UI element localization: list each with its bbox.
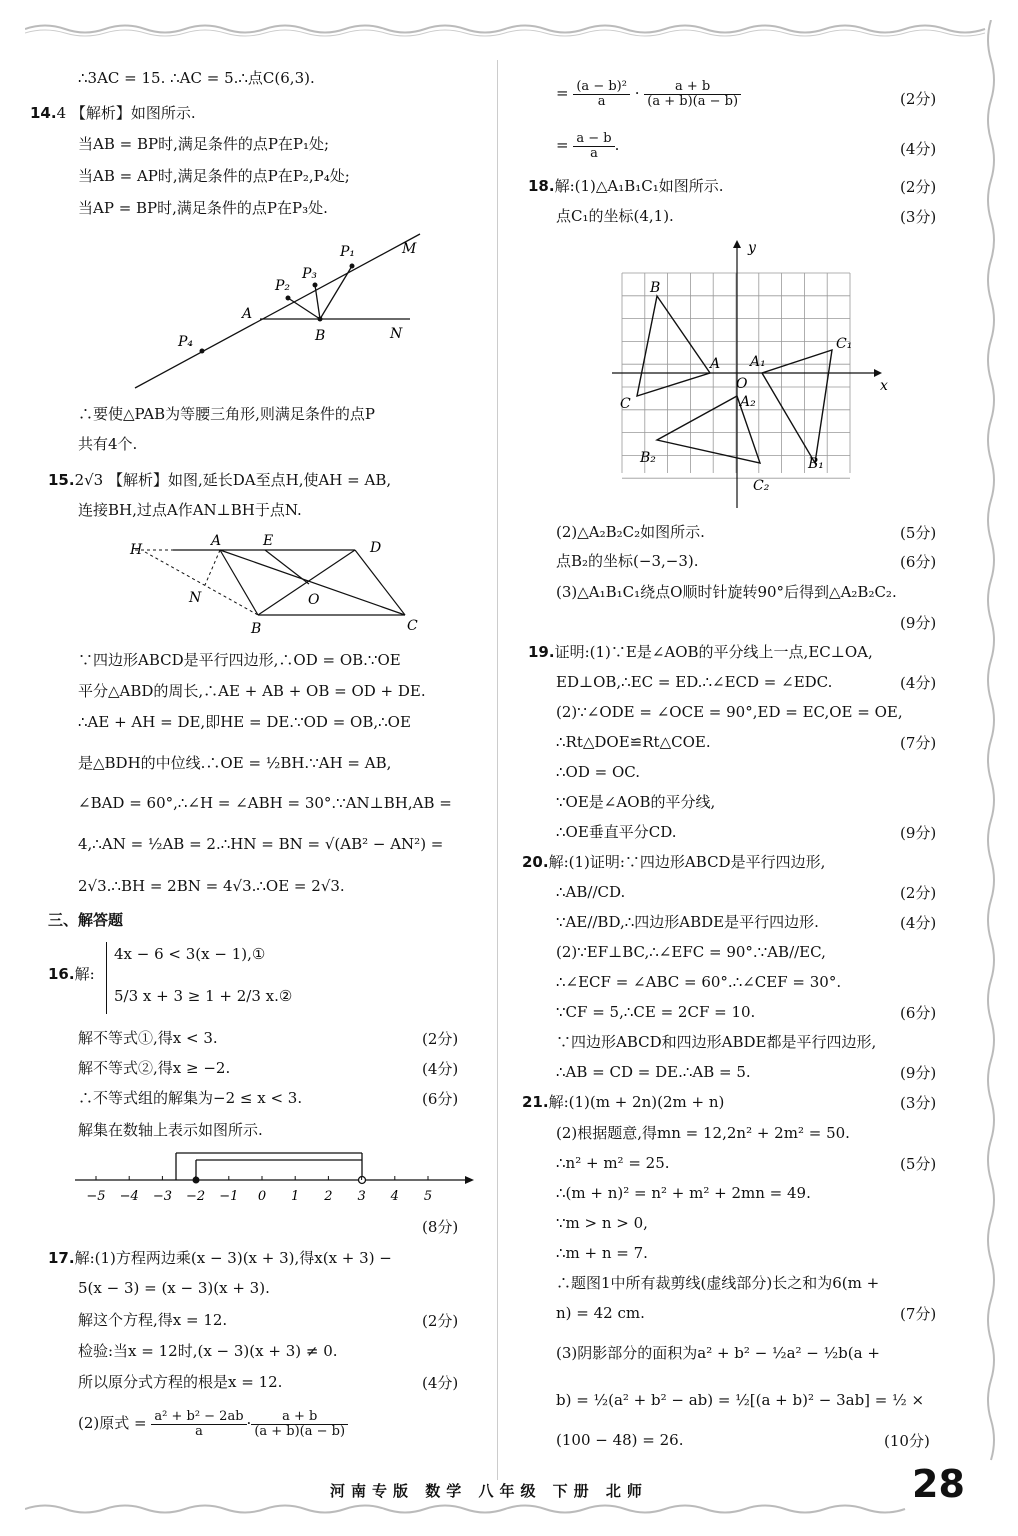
label-c: C <box>407 618 418 634</box>
q20-score-4: (9分) <box>900 1064 937 1082</box>
q21-score-1: (3分) <box>900 1094 937 1112</box>
q20-number: 20. <box>522 853 549 871</box>
fraction-denominator: a <box>195 1423 203 1439</box>
page-number: 28 <box>912 1462 965 1506</box>
label-b: B <box>315 328 326 344</box>
point-b <box>318 317 323 322</box>
q19-number: 19. <box>528 643 555 661</box>
label-e: E <box>263 533 274 549</box>
q20-header <box>522 852 825 872</box>
equals-sign: = <box>556 84 569 102</box>
tick-label: 1 <box>291 1189 300 1204</box>
q17-fraction-2 <box>251 1410 348 1439</box>
point-p4 <box>200 349 205 354</box>
q15-line-2: 连接BH,过点A作AN⊥BH于点N. <box>78 501 302 519</box>
q18-score-3: (5分) <box>900 524 937 542</box>
q14-figure <box>120 228 440 398</box>
fraction-numerator: a + b <box>251 1410 348 1425</box>
q17-line-2: 5(x − 3) = (x − 3)(x + 3). <box>78 1279 270 1297</box>
q19-header <box>528 642 873 662</box>
q19-line-5: ∴OD = OC. <box>556 763 640 781</box>
q20-score-1: (2分) <box>900 884 937 902</box>
q21-line-6: ∴m + n = 7. <box>556 1244 648 1262</box>
q16-step-1: 解不等式①,得x < 3. <box>78 1029 218 1047</box>
label-n: N <box>189 590 202 606</box>
q21-line-10: b) = ½(a² + b² − ab) = ½[(a + b)² − 3ab] = ½ × <box>556 1391 925 1409</box>
q15-solution-1: ∵四边形ABCD是平行四边形,∴OD = OB.∵OE <box>78 651 401 669</box>
q21-line-4: ∴(m + n)² = n² + m² + 2mn = 49. <box>556 1184 811 1202</box>
q15-number: 15. <box>48 471 75 489</box>
column-divider <box>497 60 498 1480</box>
q18-coordinate-figure <box>612 238 892 510</box>
q21-line-11: (100 − 48) = 26. <box>556 1431 684 1449</box>
label-a: A <box>211 533 222 549</box>
q18-line-5: (3)△A₁B₁C₁绕点O顺时针旋转90°后得到△A₂B₂C₂. <box>556 583 897 601</box>
label-h: H <box>130 542 143 558</box>
point-p3 <box>313 283 318 288</box>
label-a1: A₁ <box>750 354 766 370</box>
q19-line-7: ∴OE垂直平分CD. <box>556 823 677 841</box>
segment-eo <box>265 550 309 584</box>
triangle-a1b1c1 <box>762 350 832 463</box>
q18-header <box>528 176 724 196</box>
q21-line-3: ∴n² + m² = 25. <box>556 1154 670 1172</box>
label-m: M <box>402 241 417 257</box>
q19-line-3: (2)∵∠ODE = ∠OCE = 90°,ED = EC,OE = OE, <box>556 703 903 721</box>
q17-line-3: 解这个方程,得x = 12. <box>78 1311 228 1329</box>
q15-solution-4: 是△BDH的中位线.∴OE = ½BH.∵AH = AB, <box>78 754 392 772</box>
q14-line-3: 当AP = BP时,满足条件的点P在P₃处. <box>78 199 328 217</box>
q17-score-1: (2分) <box>422 1312 459 1330</box>
q14-conclusion-1: ∴要使△PAB为等腰三角形,则满足条件的点P <box>78 405 375 423</box>
q15-figure <box>125 530 445 638</box>
r1-fraction-2 <box>644 80 741 109</box>
q20-line-1: 解:(1)证明:∵四边形ABCD是平行四边形, <box>548 853 826 871</box>
q21-line-2: (2)根据题意,得mn = 12,2n² + 2m² = 50. <box>556 1124 850 1142</box>
q17-fraction-1 <box>151 1410 246 1439</box>
point-p2 <box>286 296 291 301</box>
q16-pre: 解: <box>74 965 95 983</box>
q17-number: 17. <box>48 1249 75 1267</box>
q17-line-6: (2)原式 = $\frac{\text{a² + b² − 2ab}}{a}$ · $\frac{a + b}{(a + b)(a - b)}$ <box>78 1406 348 1440</box>
q17-line-4: 检验:当x = 12时,(x − 3)(x + 3) ≠ 0. <box>78 1342 338 1360</box>
fraction-denominator: (a + b)(a − b) <box>254 1423 346 1439</box>
q21-number: 21. <box>522 1093 549 1111</box>
equals-sign: = <box>556 136 569 154</box>
r2-score: (4分) <box>900 140 937 158</box>
side-dc <box>355 550 405 615</box>
q21-score-4: (10分) <box>884 1432 930 1450</box>
q21-score-3: (7分) <box>900 1305 937 1323</box>
label-o: O <box>736 376 748 392</box>
q15-solution-6: 4,∴AN = ½AB = 2.∴HN = BN = √(AB² − AN²) = <box>78 835 444 853</box>
q15-solution-5: ∠BAD = 60°,∴∠H = ∠ABH = 30°.∵AN⊥BH,AB = <box>78 794 452 812</box>
label-x: x <box>880 378 888 394</box>
fraction-numerator: a − b <box>573 132 614 147</box>
triangle-abc <box>637 296 710 396</box>
label-a: A <box>710 356 721 372</box>
q20-line-8: ∴AB = CD = DE.∴AB = 5. <box>556 1063 751 1081</box>
line-am <box>135 234 420 388</box>
q19-line-1: 证明:(1)∵E是∠AOB的平分线上一点,EC⊥OA, <box>554 643 873 661</box>
label-p4: P₄ <box>178 334 194 350</box>
q14-header <box>30 103 196 123</box>
q20-line-3: ∵AE//BD,∴四边形ABDE是平行四边形. <box>556 913 819 931</box>
fraction-numerator: a + b <box>644 80 741 95</box>
q17-l6-pre: (2)原式 = <box>78 1414 147 1432</box>
q16-inequality-2: 5/3 x + 3 ≥ 1 + 2/3 x.② <box>114 987 293 1005</box>
segment-p2-b <box>288 298 320 319</box>
q20-score-2: (4分) <box>900 914 937 932</box>
q20-line-7: ∵四边形ABCD和四边形ABDE都是平行四边形, <box>556 1033 877 1051</box>
top-border-decoration <box>25 20 990 38</box>
label-c2: C₂ <box>753 478 770 494</box>
tick-label: 4 <box>390 1189 399 1204</box>
label-o: O <box>308 592 320 608</box>
q18-score-1: (2分) <box>900 178 937 196</box>
q18-line-2: 点C₁的坐标(4,1). <box>556 207 674 225</box>
q20-line-5: ∴∠ECF = ∠ABC = 60°.∴∠CEF = 30°. <box>556 973 842 991</box>
label-b2: B₂ <box>640 450 656 466</box>
q21-line-8: n) = 42 cm. <box>556 1304 645 1322</box>
tick-label: −2 <box>186 1189 206 1204</box>
q19-line-2: ED⊥OB,∴EC = ED.∴∠ECD = ∠EDC. <box>556 673 833 691</box>
tick-label: −5 <box>86 1189 106 1204</box>
q19-score-1: (4分) <box>900 674 937 692</box>
r1-score: (2分) <box>900 90 937 108</box>
tick-label: −1 <box>219 1189 239 1204</box>
footer-edition: 河南专版 数学 八年级 下册 北师 <box>330 1482 648 1500</box>
q18-score-4: (6分) <box>900 553 937 571</box>
q21-line-9: (3)阴影部分的面积为a² + b² − ½a² − ½b(a + <box>556 1344 880 1362</box>
label-y: y <box>748 240 756 256</box>
side-ab <box>220 550 258 615</box>
q20-line-2: ∴AB//CD. <box>556 883 626 901</box>
section-heading: 三、解答题 <box>48 911 124 929</box>
q19-line-6: ∵OE是∠AOB的平分线, <box>556 793 716 811</box>
q18-line-3: (2)△A₂B₂C₂如图所示. <box>556 523 705 541</box>
label-p1: P₁ <box>340 244 356 260</box>
q21-line-1: 解:(1)(m + 2n)(2m + n) <box>548 1093 725 1111</box>
q18-score-2: (3分) <box>900 208 937 226</box>
q14-number: 14. <box>30 104 57 122</box>
segment-p1-b <box>320 266 352 319</box>
q16-score-1: (2分) <box>422 1030 459 1048</box>
q21-score-2: (5分) <box>900 1155 937 1173</box>
q15-answer: 2√3 【解析】如图,延长DA至点H,使AH = AB, <box>74 471 392 489</box>
tick-label: −3 <box>152 1189 172 1204</box>
segment-an <box>205 550 220 585</box>
q16-inequality-1: 4x − 6 < 3(x − 1),① <box>114 945 266 963</box>
label-a2: A₂ <box>740 394 756 410</box>
fraction-denominator: a <box>597 93 606 109</box>
label-b: B <box>650 280 661 296</box>
label-c: C <box>620 396 631 412</box>
q19-score-3: (9分) <box>900 824 937 842</box>
q18-number: 18. <box>528 177 555 195</box>
q15-header <box>48 470 391 490</box>
r1-fraction-1 <box>573 80 630 109</box>
q14-line-2: 当AB = AP时,满足条件的点P在P₂,P₄处; <box>78 167 350 185</box>
right-border-decoration <box>983 20 999 1510</box>
fraction-numerator: a² + b² − 2ab <box>151 1410 246 1425</box>
point-p1 <box>350 264 355 269</box>
q16-number-line-caption: 解集在数轴上表示如图所示. <box>78 1121 263 1139</box>
label-n: N <box>390 326 403 342</box>
bottom-border-decoration <box>25 1500 990 1518</box>
label-p3: P₃ <box>302 266 318 282</box>
label-a: A <box>242 306 253 322</box>
segment-hb <box>145 552 258 615</box>
fraction-denominator: a <box>590 145 598 161</box>
q17-continued-2: = $\frac{a - b}{a}$ . <box>556 130 620 161</box>
q21-line-5: ∵m > n > 0, <box>556 1214 648 1232</box>
axis-arrow <box>465 1176 474 1184</box>
q14-conclusion-2: 共有4个. <box>78 435 138 453</box>
q16-step-3: ∴不等式组的解集为−2 ≤ x < 3. <box>78 1089 303 1107</box>
label-p2: P₂ <box>275 278 291 294</box>
r2-fraction <box>573 132 614 161</box>
y-axis-arrow <box>733 240 741 248</box>
label-b: B <box>251 621 262 637</box>
fraction-numerator: (a − b)² <box>573 80 630 95</box>
q17-line-5: 所以原分式方程的根是x = 12. <box>78 1373 283 1391</box>
tick-label: 0 <box>257 1189 267 1204</box>
label-b1: B₁ <box>808 456 824 472</box>
q20-line-6: ∵CF = 5,∴CE = 2CF = 10. <box>556 1003 756 1021</box>
label-d: D <box>370 540 382 556</box>
q15-solution-3: ∴AE + AH = DE,即HE = DE.∵OD = OB,∴OE <box>78 713 411 731</box>
tick-label: 2 <box>324 1189 333 1204</box>
q18-score-5: (9分) <box>900 614 937 632</box>
q16-step-2: 解不等式②,得x ≥ −2. <box>78 1059 231 1077</box>
q17-score-2: (4分) <box>422 1374 459 1392</box>
q17-header <box>48 1248 392 1268</box>
q13-conclusion: ∴3AC = 15. ∴AC = 5.∴点C(6,3). <box>78 69 315 87</box>
q14-line-1: 当AB = BP时,满足条件的点P在P₁处; <box>78 135 330 153</box>
q21-header <box>522 1092 724 1112</box>
fraction-denominator: (a + b)(a − b) <box>647 93 739 109</box>
q17-line-1: 解:(1)方程两边乘(x − 3)(x + 3),得x(x + 3) − <box>74 1249 392 1267</box>
q19-score-2: (7分) <box>900 734 937 752</box>
q16-number-line <box>70 1148 480 1204</box>
q20-score-3: (6分) <box>900 1004 937 1022</box>
q16-header <box>48 964 95 984</box>
tick-label: 3 <box>357 1189 366 1204</box>
q16-number: 16. <box>48 965 75 983</box>
q18-line-4: 点B₂的坐标(−3,−3). <box>556 552 699 570</box>
q16-score-3: (6分) <box>422 1090 459 1108</box>
q16-score-2: (4分) <box>422 1060 459 1078</box>
q19-line-4: ∴Rt△DOE≌Rt△COE. <box>556 733 711 751</box>
q16-score-4: (8分) <box>422 1218 459 1236</box>
x-axis-arrow <box>874 369 882 377</box>
label-c1: C₁ <box>836 336 853 352</box>
q20-line-4: (2)∵EF⊥BC,∴∠EFC = 90°.∵AB//EC, <box>556 943 826 961</box>
q17-continued-1: = $\frac{\text{(a − b)²}}{a}$ · $\frac{a + b}{(a + b)(a - b)}$ <box>556 76 741 110</box>
q16-brace <box>106 942 109 1014</box>
tick-label: −4 <box>119 1189 139 1204</box>
q14-answer: 4 【解析】如图所示. <box>56 104 196 122</box>
q15-solution-7: 2√3.∴BH = 2BN = 4√3.∴OE = 2√3. <box>78 877 345 895</box>
tick-label: 5 <box>423 1189 433 1204</box>
q21-line-7: ∴题图1中所有裁剪线(虚线部分)长之和为6(m + <box>556 1274 880 1292</box>
q15-solution-2: 平分△ABD的周长,∴AE + AB + OB = OD + DE. <box>78 682 426 700</box>
q18-line-1: 解:(1)△A₁B₁C₁如图所示. <box>554 177 724 195</box>
